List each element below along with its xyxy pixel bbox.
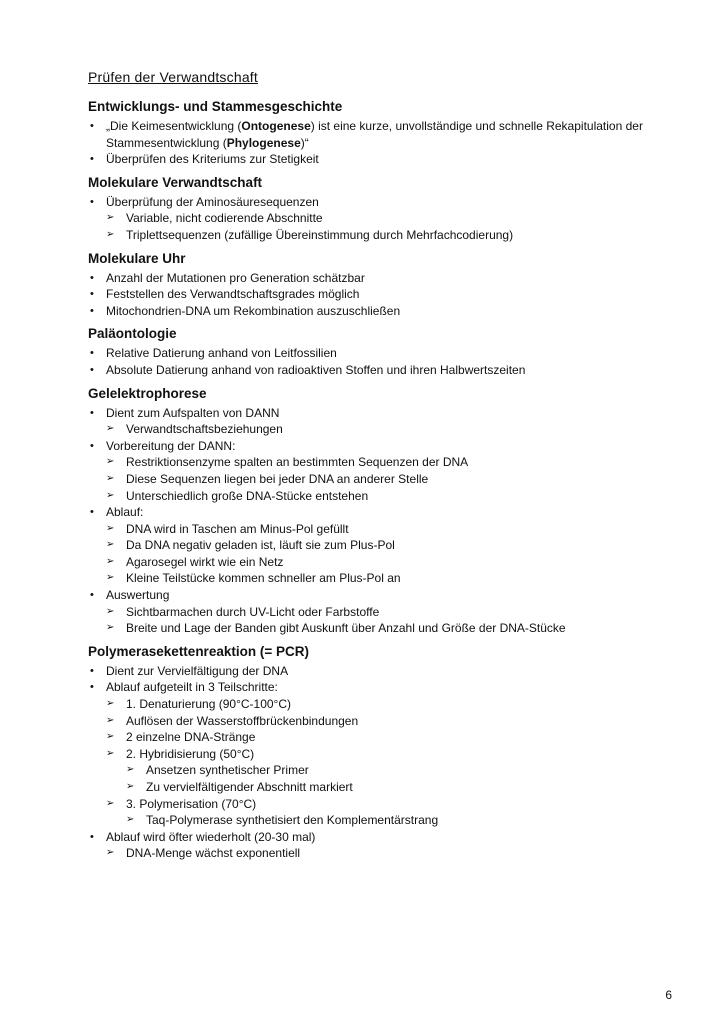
list-item [88, 729, 688, 746]
list-item-text: 2. Hybridisierung (50°C) [126, 746, 255, 761]
list-item [88, 345, 688, 362]
arrow-bullet-icon: ➢ [106, 622, 115, 634]
arrow-bullet-icon: ➢ [106, 605, 115, 617]
list-item-text: Kleine Teilstücke kommen schneller am Plus-Pol an [126, 571, 401, 586]
list-item [88, 679, 688, 696]
bullet-dot-icon: • [90, 406, 94, 419]
list-item [88, 796, 688, 813]
arrow-bullet-icon: ➢ [106, 747, 115, 759]
bullet-dot-icon: • [90, 304, 94, 317]
list-item-text: Relative Datierung anhand von Leitfossilien [106, 346, 337, 361]
bullet-dot-icon: • [90, 347, 94, 360]
arrow-bullet-icon: ➢ [126, 764, 135, 776]
arrow-bullet-icon: ➢ [106, 797, 115, 809]
list-item-text: Zu vervielfältigender Abschnitt markiert [146, 780, 353, 794]
arrow-bullet-icon: ➢ [126, 814, 135, 826]
list-item [88, 845, 688, 862]
bullet-list [88, 270, 688, 320]
bullet-dot-icon: • [90, 589, 94, 602]
bullet-dot-icon: • [90, 120, 94, 132]
list-item [88, 521, 688, 538]
section [88, 643, 688, 862]
list-item [88, 663, 688, 680]
list-item-text: Unterschiedlich große DNA-Stücke entstehen [126, 488, 369, 503]
list-item-text: 1. Denaturierung (90°C-100°C) [126, 697, 292, 712]
list-item [88, 537, 688, 554]
list-item [88, 286, 688, 303]
arrow-bullet-icon: ➢ [106, 228, 115, 240]
list-item-text: Triplettsequenzen (zufällige Übereinstimmung durch Mehrfachcodierung) [126, 227, 514, 242]
list-item [88, 303, 688, 320]
list-item-text: Sichtbarmachen durch UV-Licht oder Farbstoffe [126, 604, 380, 619]
bold-term: Phylogenese [226, 135, 301, 150]
list-item-text: Ablauf: [106, 505, 144, 520]
list-item-text: Da DNA negativ geladen ist, läuft sie zum Plus-Pol [126, 538, 395, 553]
bold-term: Ontogenese [241, 119, 311, 133]
text-run: ) ist eine kurze, unvollständige und schnelle Rekapitulation der Stammesentwicklung ( [106, 119, 643, 150]
list-item-text: DNA-Menge wächst exponentiell [126, 846, 301, 861]
list-item-text: Auflösen der Wasserstoffbrückenbindungen [126, 713, 359, 728]
list-item-text: DNA wird in Taschen am Minus-Pol gefüllt [126, 521, 349, 536]
section-heading: Paläontologie [88, 326, 177, 342]
section-heading: Entwicklungs- und Stammesgeschichte [88, 99, 343, 114]
list-item [88, 421, 688, 438]
bullet-dot-icon: • [90, 681, 94, 694]
text-run: „Die Keimesentwicklung ( [106, 119, 242, 133]
list-item-text: Taq-Polymerase synthetisiert den Komplementärstrang [146, 813, 439, 828]
bullet-dot-icon: • [90, 830, 94, 843]
section-heading: Gelelektrophorese [88, 385, 207, 401]
bullet-list [88, 194, 688, 244]
text-run: )“ [300, 135, 309, 150]
list-item-text: Verwandtschaftsbeziehungen [126, 422, 283, 437]
bullet-list [88, 118, 688, 168]
arrow-bullet-icon: ➢ [106, 456, 115, 468]
section [88, 98, 688, 168]
bullet-dot-icon: • [90, 439, 94, 452]
list-item-text: 2 einzelne DNA-Stränge [126, 730, 256, 745]
arrow-bullet-icon: ➢ [106, 731, 115, 743]
arrow-bullet-icon: ➢ [106, 472, 115, 484]
bullet-dot-icon: • [90, 664, 94, 677]
list-item-text: Überprüfen des Kriteriums zur Stetigkeit [106, 152, 319, 167]
bullet-dot-icon: • [90, 271, 94, 284]
list-item [88, 210, 688, 227]
list-item [88, 151, 688, 168]
sections-container [88, 98, 688, 862]
arrow-bullet-icon: ➢ [106, 572, 115, 584]
list-item-text: Restriktionsenzyme spalten an bestimmten Sequenzen der DNA [126, 455, 469, 470]
arrow-bullet-icon: ➢ [106, 212, 115, 224]
list-item [88, 620, 688, 637]
list-item [88, 438, 688, 455]
section [88, 385, 688, 637]
bullet-list [88, 405, 688, 637]
section [88, 325, 688, 378]
list-item [88, 570, 688, 587]
list-item-text: Dient zum Aufspalten von DANN [106, 405, 280, 420]
section [88, 250, 688, 320]
list-item [88, 504, 688, 521]
document-page [88, 68, 688, 868]
arrow-bullet-icon: ➢ [106, 714, 115, 726]
list-item-text: Breite und Lage der Banden gibt Auskunft über Anzahl und Größe der DNA-Stücke [126, 621, 566, 636]
list-item [88, 454, 688, 471]
arrow-bullet-icon: ➢ [106, 555, 115, 567]
list-item [88, 405, 688, 422]
list-item-text: 3. Polymerisation (70°C) [126, 796, 257, 811]
bullet-dot-icon: • [90, 153, 94, 166]
list-item-text: Mitochondrien-DNA um Rekombination auszuschließen [106, 303, 401, 318]
list-item [88, 194, 688, 211]
arrow-bullet-icon: ➢ [106, 698, 115, 710]
list-item-text: Überprüfung der Aminosäuresequenzen [106, 194, 319, 209]
list-item-text: Agarosegel wirkt wie ein Netz [126, 554, 284, 569]
bullet-dot-icon: • [90, 506, 94, 519]
arrow-bullet-icon: ➢ [106, 847, 115, 859]
list-item [88, 812, 688, 829]
list-item [88, 762, 688, 779]
list-item-text: Variable, nicht codierende Abschnitte [126, 211, 323, 226]
list-item-text: Ablauf aufgeteilt in 3 Teilschritte: [106, 680, 278, 695]
list-item-text: Anzahl der Mutationen pro Generation schätzbar [106, 270, 365, 285]
list-item-text: Auswertung [106, 588, 170, 603]
list-item-text: Ablauf wird öfter wiederholt (20-30 mal) [106, 829, 316, 844]
list-item [88, 587, 688, 604]
list-item [88, 713, 688, 730]
arrow-bullet-icon: ➢ [106, 539, 115, 551]
list-item [88, 227, 688, 244]
list-item [88, 471, 688, 488]
list-item-text: Absolute Datierung anhand von radioaktiven Stoffen und ihren Halbwertszeiten [106, 362, 526, 377]
list-item-text: Vorbereitung der DANN: [106, 438, 236, 453]
arrow-bullet-icon: ➢ [126, 781, 135, 792]
list-item [88, 696, 688, 713]
bullet-dot-icon: • [90, 363, 94, 376]
section-heading: Molekulare Uhr [88, 250, 186, 266]
list-item [88, 746, 688, 763]
arrow-bullet-icon: ➢ [106, 489, 115, 501]
list-item [88, 554, 688, 571]
bullet-list [88, 663, 688, 862]
list-item [88, 488, 688, 505]
list-item [88, 604, 688, 621]
bullet-dot-icon: • [90, 288, 94, 301]
page-title: Prüfen der Verwandtschaft [88, 69, 258, 85]
bullet-list [88, 345, 688, 378]
section-heading: Polymerasekettenreaktion (= PCR) [88, 643, 309, 659]
list-item-text: Diese Sequenzen liegen bei jeder DNA an anderer Stelle [126, 471, 429, 486]
list-item [88, 362, 688, 379]
arrow-bullet-icon: ➢ [106, 423, 115, 435]
list-item [88, 779, 688, 796]
list-item [88, 829, 688, 846]
list-item [88, 270, 688, 287]
page-number: 6 [665, 988, 672, 1002]
bullet-dot-icon: • [90, 195, 94, 208]
section-heading: Molekulare Verwandtschaft [88, 174, 263, 190]
arrow-bullet-icon: ➢ [106, 522, 115, 534]
list-item-text: Feststellen des Verwandtschaftsgrades möglich [106, 287, 360, 302]
section [88, 174, 688, 244]
list-item-text: Dient zur Vervielfältigung der DNA [106, 663, 289, 678]
list-item [88, 118, 688, 151]
list-item-text: Ansetzen synthetischer Primer [146, 763, 309, 778]
